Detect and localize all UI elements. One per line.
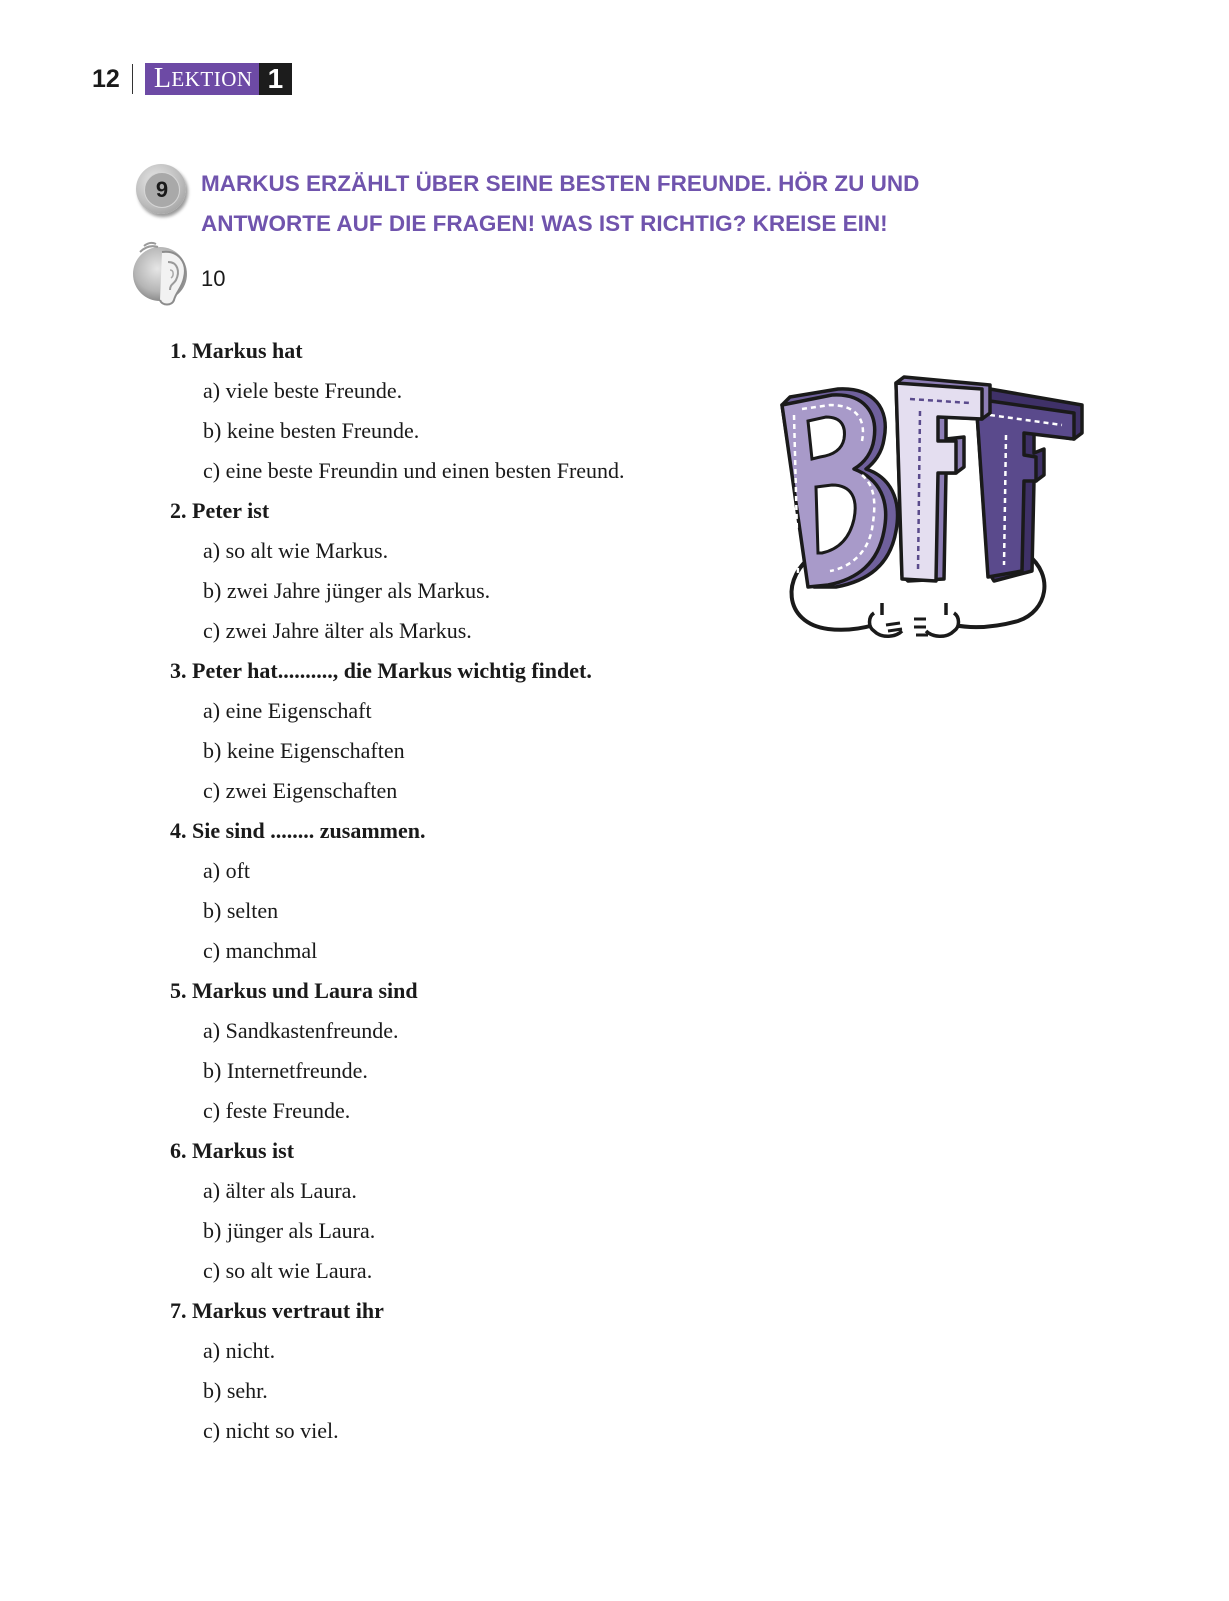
question-text: 6. Markus ist: [170, 1138, 295, 1163]
question: [170, 331, 625, 491]
answer-option[interactable]: c) feste Freunde.: [203, 1098, 351, 1123]
task-title: [201, 164, 1061, 244]
ear-icon: [132, 238, 194, 308]
answer-option[interactable]: c) zwei Eigenschaften: [203, 778, 398, 803]
lektion-label-rest: EKTION: [171, 66, 253, 91]
question-text: 1. Markus hat: [170, 338, 303, 363]
page-header: [92, 62, 292, 96]
question: [170, 651, 625, 811]
bff-illustration: [778, 375, 1090, 660]
answer-option[interactable]: c) nicht so viel.: [203, 1418, 339, 1443]
question-text: 4. Sie sind ........ zusammen.: [170, 818, 426, 843]
answer-option[interactable]: c) so alt wie Laura.: [203, 1258, 373, 1283]
task-number-badge: [136, 164, 186, 214]
answer-option[interactable]: a) viele beste Freunde.: [203, 378, 403, 403]
header-divider: [132, 64, 133, 94]
answer-option[interactable]: a) Sandkastenfreunde.: [203, 1018, 399, 1043]
page-number: 12: [92, 64, 120, 93]
question-text: 2. Peter ist: [170, 498, 270, 523]
answer-option[interactable]: b) sehr.: [203, 1378, 268, 1403]
answer-option[interactable]: b) Internetfreunde.: [203, 1058, 368, 1083]
question-text: 3. Peter hat.........., die Markus wichtig findet.: [170, 658, 592, 683]
lektion-label-initial: L: [153, 63, 172, 94]
answer-option[interactable]: a) so alt wie Markus.: [203, 538, 389, 563]
question-text: 7. Markus vertraut ihr: [170, 1298, 384, 1323]
lektion-number: 1: [259, 63, 293, 95]
answer-option[interactable]: a) oft: [203, 858, 251, 883]
answer-option[interactable]: a) nicht.: [203, 1338, 276, 1363]
question: [170, 971, 625, 1131]
question-list: [170, 331, 625, 1451]
lektion-label: [145, 63, 259, 95]
question-text: 5. Markus und Laura sind: [170, 978, 418, 1003]
answer-option[interactable]: b) keine Eigenschaften: [203, 738, 405, 763]
answer-option[interactable]: c) manchmal: [203, 938, 318, 963]
answer-option[interactable]: b) keine besten Freunde.: [203, 418, 420, 443]
answer-option[interactable]: c) zwei Jahre älter als Markus.: [203, 618, 472, 643]
question: [170, 1291, 625, 1451]
task-title-line-2: ANTWORTE AUF DIE FRAGEN! WAS IST RICHTIG? KREISE EIN!: [201, 211, 888, 236]
task-number: 9: [144, 172, 180, 208]
answer-option[interactable]: c) eine beste Freundin und einen besten Freund.: [203, 458, 625, 483]
answer-option[interactable]: b) jünger als Laura.: [203, 1218, 376, 1243]
task-title-line-1: MARKUS ERZÄHLT ÜBER SEINE BESTEN FREUNDE. HÖR ZU UND: [201, 171, 920, 196]
answer-option[interactable]: a) älter als Laura.: [203, 1178, 357, 1203]
question: [170, 1131, 625, 1291]
question: [170, 491, 625, 651]
question: [170, 811, 625, 971]
audio-track-number: 10: [201, 266, 226, 291]
answer-option[interactable]: b) selten: [203, 898, 279, 923]
answer-option[interactable]: a) eine Eigenschaft: [203, 698, 372, 723]
answer-option[interactable]: b) zwei Jahre jünger als Markus.: [203, 578, 491, 603]
